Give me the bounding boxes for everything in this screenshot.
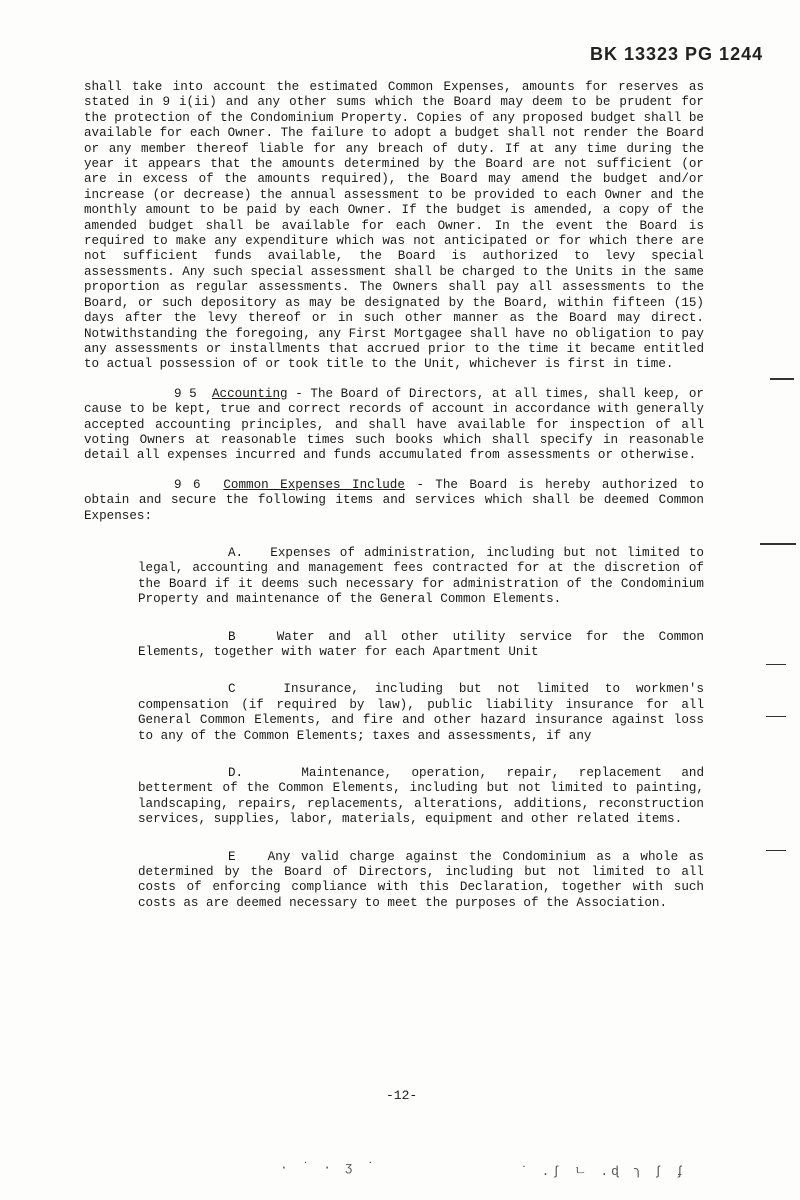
section-text: - The Board is hereby authorized to obtain and secure the following items and services which shall be deemed Common Expenses: (84, 477, 704, 523)
section-text: - The Board of Directors, at all times, shall keep, or cause to be kept, true and correct records of account in accordance with generally accepted accounting principles, and shall have available for inspection of all voting Owners at reasonable times such books which shall specify in reasonable detail all expenses incurred and funds accumulated from assessments or otherwise. (84, 386, 704, 463)
list-item-text: Insurance, including but not limited to workmen's compensation (if required by law), public liability insurance for all General Common Elements, and fire and other hazard insurance against loss to any of the Common Elements; taxes and assessments, if any (138, 682, 704, 743)
list-item-body (138, 766, 704, 828)
list-item-letter: E (228, 849, 236, 864)
margin-mark (766, 850, 786, 851)
list-item-letter: D. (228, 766, 244, 781)
list-item-text: Expenses of administration, including but not limited to legal, accounting and management fees contracted for at the discretion of the Board if it deems such necessary for administration of the Condominium Property and maintenance of the General Common Elements. (138, 545, 704, 607)
section-heading-common-expenses: Common Expenses Include (223, 477, 405, 492)
list-item-d (138, 766, 704, 828)
document-body (84, 80, 704, 933)
list-item-e (138, 850, 704, 912)
margin-mark (770, 378, 794, 380)
page-number: -12- (386, 1088, 418, 1103)
section-9-5 (84, 387, 704, 464)
list-item-b (138, 630, 704, 661)
scan-artifact: · ˙ · ʒ ˙ (280, 1160, 378, 1175)
book-page-reference: BK 13323 PG 1244 (590, 44, 764, 64)
section-number: 9 6 (174, 477, 201, 492)
list-item-letter: C (228, 682, 236, 697)
section-9-6 (84, 478, 704, 524)
scan-artifact: ˙ .ʃ ㄴ .ɖ ɿ ʃ ʄ (520, 1164, 687, 1179)
margin-mark (766, 716, 786, 717)
list-item-text: Maintenance, operation, repair, replacement and betterment of the Common Elements, including but not limited to painting, landscaping, repairs, replacements, alterations, additions, reconstruction services, supplies, labor, materials, equipment and other related items. (138, 766, 704, 827)
margin-mark (760, 543, 796, 545)
paragraph-budget: shall take into account the estimated Common Expenses, amounts for reserves as stated in 9 i(ii) and any other sums which the Board may deem to be prudent for the protection of the Condominium Property. Copies of any proposed budget shall be available for each Owner. The failure to adopt a budget shall not render the Board or any member thereof liable for any breach of duty. If at any time during the year it appears that the amounts determined by the Board are not sufficient (or are in excess of the amounts required), the Board may amend the budget and/or increase (or decrease) the annual assessment to be provided to each Owner and the monthly amount to be paid by each Owner. If the budget is amended, a copy of the amended budget shall be available for each Owner. In the event the Board is required to make any expenditure which was not anticipated or for which there are not sufficient funds available, the Board is authorized to levy special assessments. Any such special assessment shall be charged to the Units in the same proportion as regular assessments. The Owners shall pay all assessments to the Board, or such depository as may be designated by the Board, within fifteen (15) days after the levy thereof or in such other manner as the Board may direct. Notwithstanding the foregoing, any First Mortgagee shall have no obligation to pay any assessments or installments that accrued prior to the time it became entitled to actual possession of or took title to the Unit, whichever is first in time. (84, 80, 704, 372)
list-item-letter: A. (228, 545, 244, 560)
section-number: 9 5 (174, 386, 197, 401)
margin-mark (766, 664, 786, 665)
list-item-body (138, 546, 704, 608)
list-item-letter: B (228, 629, 236, 644)
list-item-a (138, 546, 704, 608)
list-item-body (138, 850, 704, 912)
list-item-body (138, 682, 704, 744)
section-heading-accounting: Accounting (212, 386, 288, 401)
list-item-c (138, 682, 704, 744)
list-item-text: Water and all other utility service for the Common Elements, together with water for each Apartment Unit (138, 629, 704, 659)
list-item-text: Any valid charge against the Condominium as a whole as determined by the Board of Directors, including but not limited to all costs of enforcing compliance with this Declaration, together with such costs as are deemed necessary to meet the purposes of the Association. (138, 849, 704, 910)
list-item-body (138, 630, 704, 661)
